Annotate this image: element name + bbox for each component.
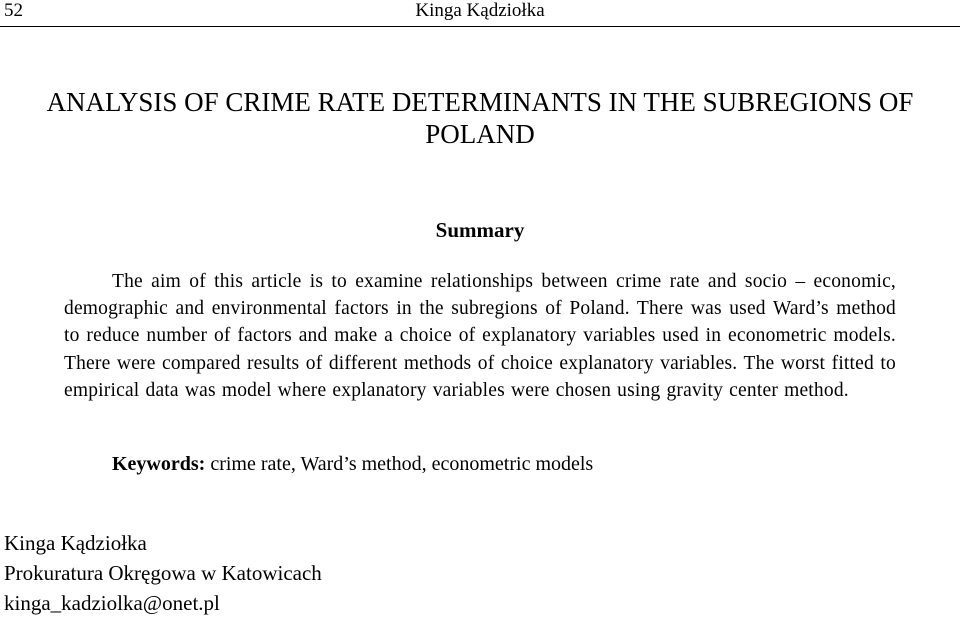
keywords-label: Keywords:	[112, 453, 206, 475]
page-number: 52	[4, 0, 23, 21]
keywords-text: crime rate, Ward’s method, econometric models	[205, 453, 594, 475]
summary-heading: Summary	[435, 218, 525, 242]
author-email: kinga_kadziolka@onet.pl	[4, 591, 220, 615]
abstract-text: The aim of this article is to examine relationships between crime rate and socio – economic, demographic and environmental factors in the subregions of Poland. There was used Ward’s method to reduce number of factors and make a choice of explanatory variables used in econometric models. There were compared results of different methods of choice explanatory variables. The worst fitted to empirical data was model where explanatory variables were chosen using gravity center method.	[64, 271, 896, 401]
page-header	[0, 0, 960, 27]
author-name: Kinga Kądziołka	[4, 531, 147, 555]
article-title: ANALYSIS OF CRIME RATE DETERMINANTS IN THE SUBREGIONS OF POLAND	[46, 87, 914, 149]
keywords	[112, 451, 593, 477]
author-block	[4, 528, 322, 618]
running-head: Kinga Kądziołka	[415, 0, 545, 21]
author-affiliation: Prokuratura Okręgowa w Katowicach	[4, 561, 322, 585]
